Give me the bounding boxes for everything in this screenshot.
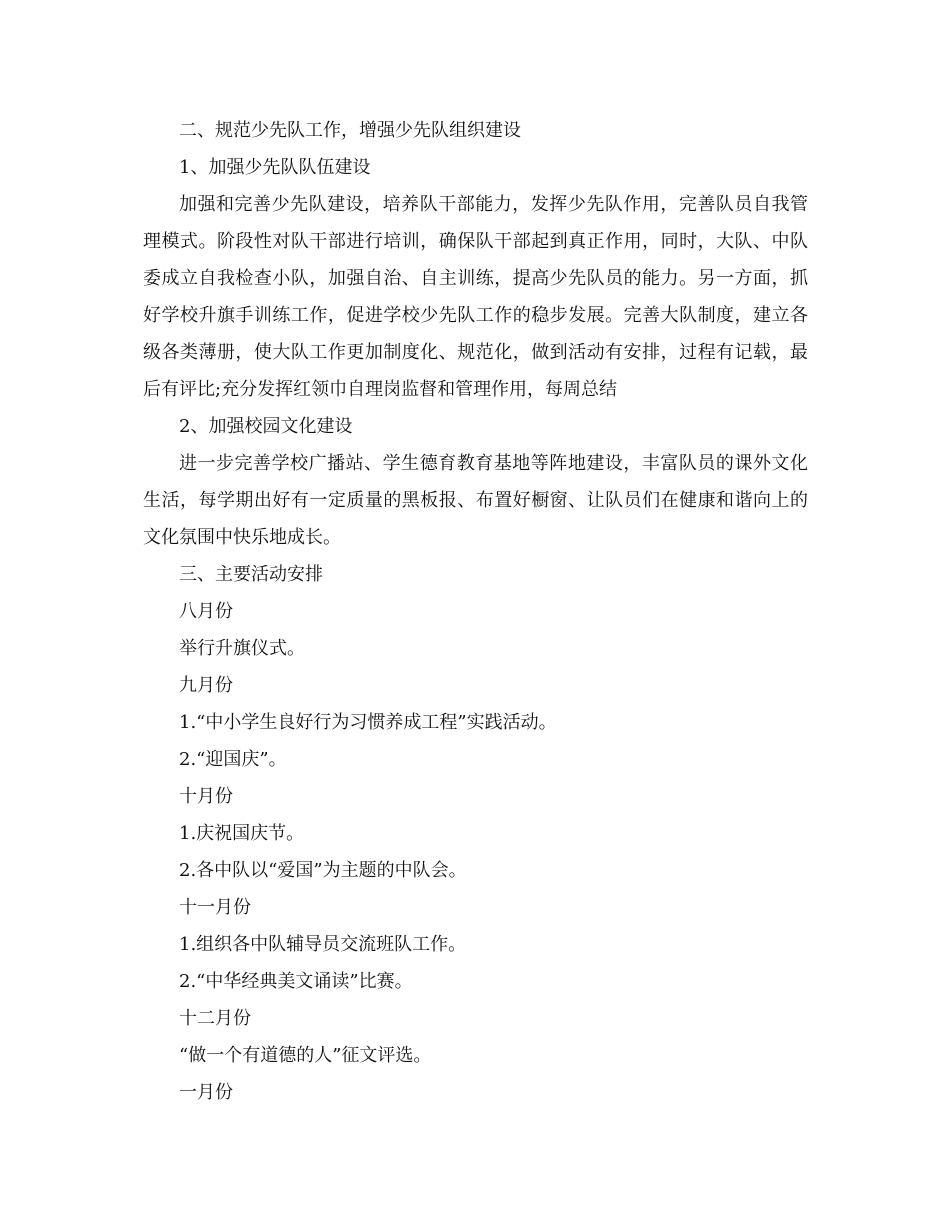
section-heading: 三、主要活动安排	[179, 564, 323, 585]
month-heading: 十二月份	[179, 1008, 251, 1029]
activity-item: 1.庆祝国庆节。	[179, 823, 305, 844]
activity-item: 举行升旗仪式。	[179, 638, 305, 659]
activity-item: “做一个有道德的人”征文评选。	[179, 1045, 432, 1066]
month-heading: 九月份	[179, 675, 233, 696]
subsection-heading: 2、加强校园文化建设	[179, 416, 353, 437]
activity-item: 1.“中小学生良好行为习惯养成工程”实践活动。	[179, 712, 557, 733]
section-heading: 二、规范少先队工作，增强少先队组织建设	[179, 120, 521, 141]
month-heading: 八月份	[179, 601, 233, 622]
subsection-heading: 1、加强少先队队伍建设	[179, 157, 371, 178]
month-heading: 一月份	[179, 1082, 233, 1103]
activity-item: 1.组织各中队辅导员交流班队工作。	[179, 934, 467, 955]
body-paragraph: 进一步完善学校广播站、学生德育教育基地等阵地建设，丰富队员的课外文化生活，每学期出好有一定质量的黑板报、布置好橱窗、让队员们在健康和谐向上的文化氛围中快乐地成长。	[143, 453, 808, 548]
month-heading: 十月份	[179, 786, 233, 807]
activity-item: 2.“中华经典美文诵读”比赛。	[179, 971, 413, 992]
activity-item: 2.各中队以“爱国”为主题的中队会。	[179, 860, 467, 881]
document-body	[143, 112, 808, 1111]
body-paragraph: 加强和完善少先队建设，培养队干部能力，发挥少先队作用，完善队员自我管理模式。阶段性对队干部进行培训，确保队干部起到真正作用，同时，大队、中队委成立自我检查小队，加强自治、自主训练，提高少先队员的能力。另一方面，抓好学校升旗手训练工作，促进学校少先队工作的稳步发展。完善大队制度，建立各级各类薄册，使大队工作更加制度化、规范化，做到活动有安排，过程有记载，最后有评比;充分发挥红领巾自理岗监督和管理作用，每周总结	[143, 194, 808, 400]
activity-item: 2.“迎国庆”。	[179, 749, 287, 770]
month-heading: 十一月份	[179, 897, 251, 918]
